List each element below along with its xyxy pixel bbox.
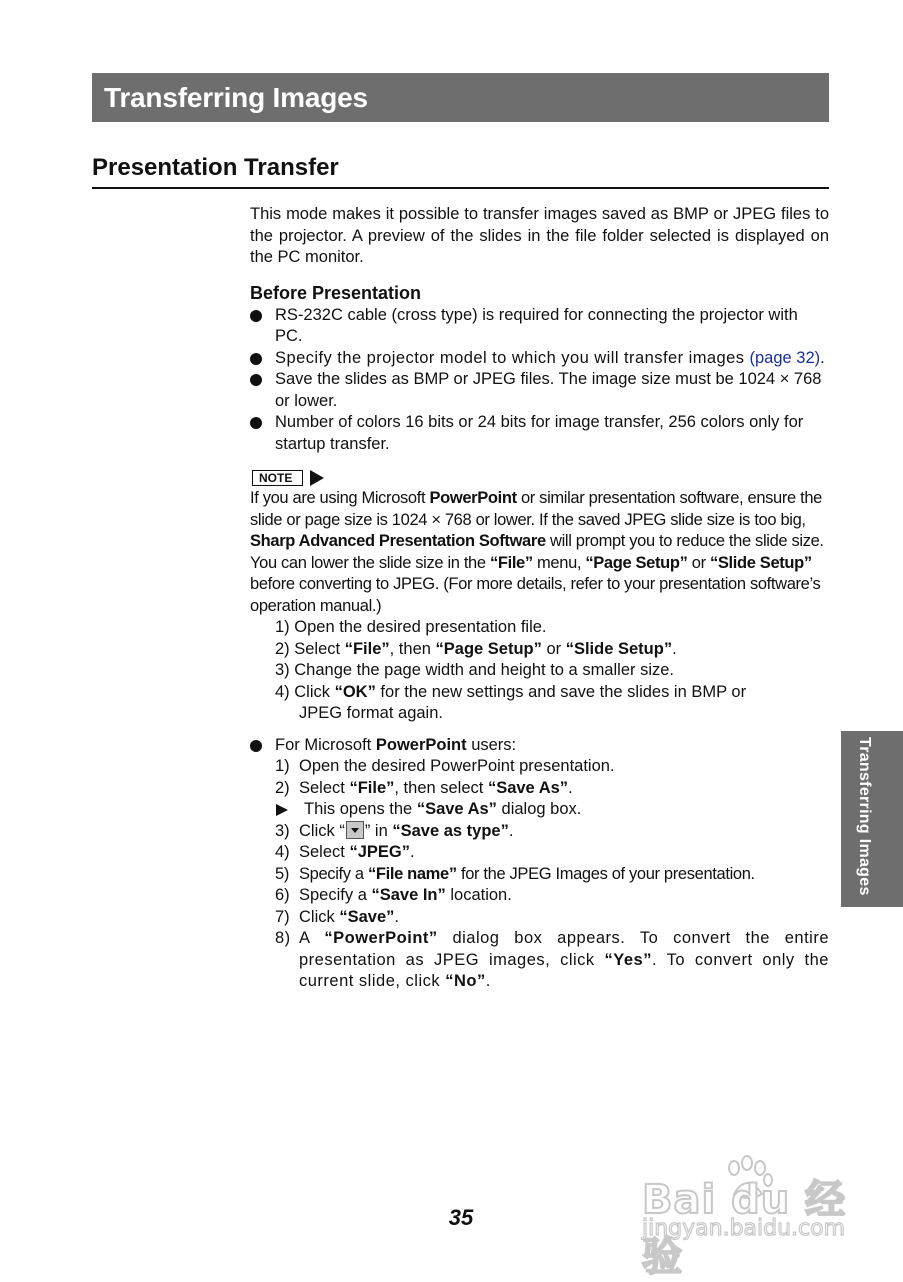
note-step: 4) Click “OK” for the new settings and save the slides in BMP or [275,682,747,701]
side-tab [841,731,903,907]
bullet-icon [250,740,262,752]
note-step: 3) Change the page width and height to a smaller size. [275,661,674,679]
note-step: 2) Select “File”, then “Page Setup” or “Slide Setup”. [275,639,677,658]
requirements-list [250,305,829,456]
page-number: 35 [448,1205,474,1230]
step-item: 3) Click “ ” in “Save as type”. [275,821,514,840]
section-title: Presentation Transfer [92,154,829,189]
note-step-continued: JPEG format again. [299,704,443,722]
list-item: Save the slides as BMP or JPEG files. The image size must be 1024 × 768 or lower. [250,369,829,412]
dropdown-arrow-icon [346,821,364,839]
step-item: 2) Select “File”, then select “Save As”. [275,778,573,797]
bullet-icon [250,353,262,365]
step-item: 8) A “PowerPoint” dialog box appears. To convert the entire presentation as JPEG images, click “Yes”. To convert only the current slide, click “No”. [275,929,829,990]
main-content [250,204,829,993]
list-item: RS-232C cable (cross type) is required for connecting the projector with PC. [250,305,829,348]
step-item: 1) Open the desired PowerPoint presentation. [275,757,615,775]
list-item: Specify the projector model to which you will transfer images (page 32). [250,348,829,370]
step-item: 6) Specify a “Save In” location. [275,886,512,904]
note-badge: NOTE [252,470,303,486]
list-item: Number of colors 16 bits or 24 bits for image transfer, 256 colors only for startup transfer. [250,412,829,455]
note-step: 1) Open the desired presentation file. [275,618,547,636]
chapter-title: Transferring Images [104,82,368,113]
page-32-link[interactable]: (page 32) [749,348,821,367]
bullet-icon [250,310,262,322]
list-item: For Microsoft PowerPoint users: [250,735,829,757]
watermark-url: jingyan.baidu.com [642,1216,846,1241]
powerpoint-steps-continued [250,821,829,993]
note-paragraph: If you are using Microsoft PowerPoint or similar presentation software, ensure the slide or page size is 1024 × 768 or lower. If the saved JPEG slide size is too big, Sharp Advanced Presentation Software will prompt you to reduce the slide size. You can lower the slide size in the “File” menu, “Page Setup” or “Slide Setup” before converting to JPEG. (For more details, refer to your presentation software’s operation manual.) [250,489,824,615]
powerpoint-section [250,735,829,757]
bullet-icon [250,374,262,386]
bullet-icon [250,417,262,429]
note-marker [250,468,829,488]
intro-paragraph: This mode makes it possible to transfer images saved as BMP or JPEG files to the projector. A preview of the slides in the file folder selected is displayed on the PC monitor. [250,205,829,266]
arrow-right-icon [276,804,288,816]
step-item: 4) Select “JPEG”. [275,843,415,861]
step-item: 5) Specify a “File name” for the JPEG Images of your presentation. [275,864,755,883]
step-item: 7) Click “Save”. [275,907,399,926]
before-presentation-heading: Before Presentation [250,282,422,303]
note-arrow-icon [310,470,324,486]
watermark-logo: Bai du 经验 [642,1177,847,1280]
chapter-banner [92,73,829,122]
step-result: This opens the “Save As” dialog box. [250,799,829,821]
powerpoint-steps [250,756,829,799]
side-tab-label: Transferring Images [856,737,873,896]
watermark [640,1150,860,1280]
note-steps [250,617,829,725]
